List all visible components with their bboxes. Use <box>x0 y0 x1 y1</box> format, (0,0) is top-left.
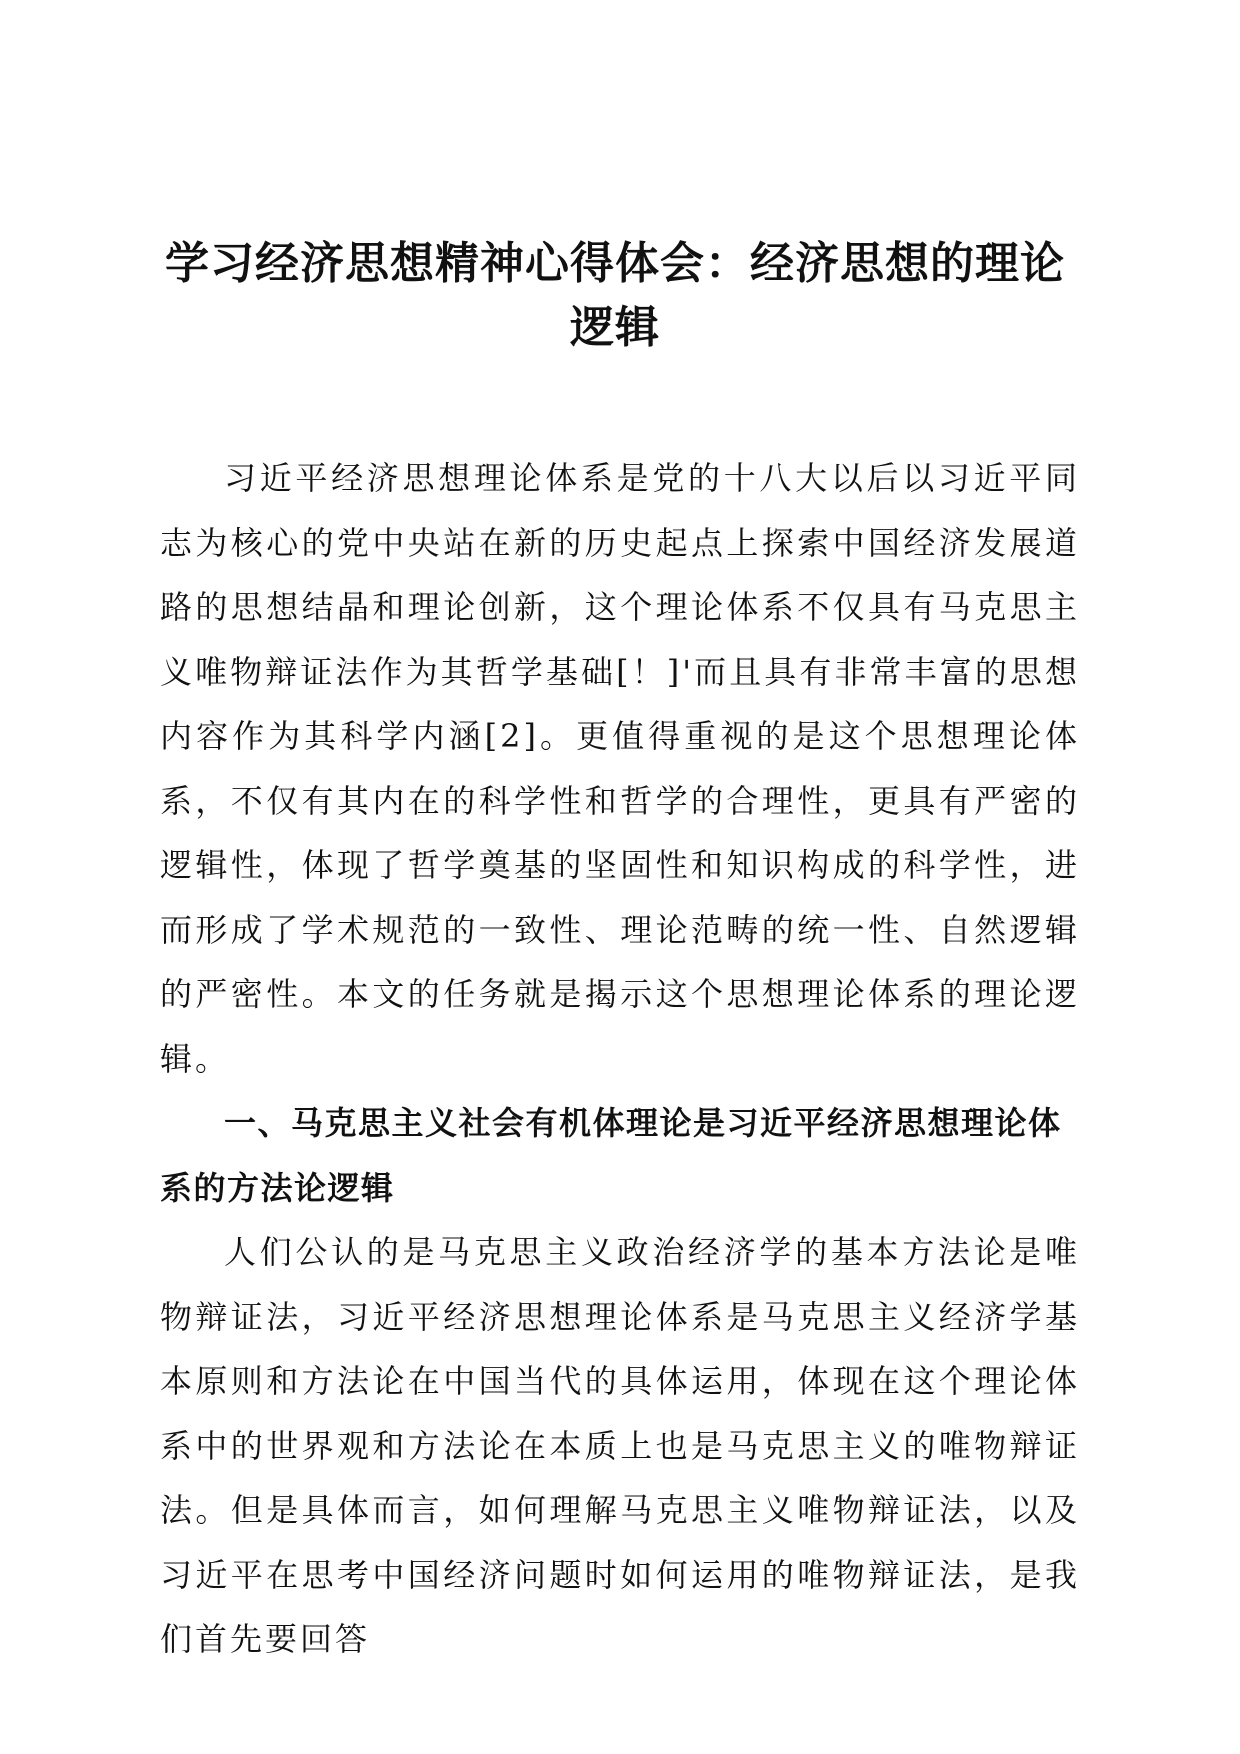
section-heading-1: 一、马克思主义社会有机体理论是习近平经济思想理论体系的方法论逻辑 <box>160 1104 1062 1207</box>
document-body <box>160 446 1080 1672</box>
intro-paragraph: 习近平经济思想理论体系是党的十八大以后以习近平同志为核心的党中央站在新的历史起点上探索中国经济发展道路的思想结晶和理论创新，这个理论体系不仅具有马克思主义唯物辩证法作为其哲学基础[！]'而且具有非常丰富的思想内容作为其科学内涵[2]。更值得重视的是这个思想理论体系，不仅有其内在的科学性和哲学的合理性，更具有严密的逻辑性，体现了哲学奠基的坚固性和知识构成的科学性，进而形成了学术规范的一致性、理论范畴的统一性、自然逻辑的严密性。本文的任务就是揭示这个思想理论体系的理论逻辑。 <box>160 459 1080 1078</box>
document-title: 学习经济思想精神心得体会：经济思想的理论逻辑 <box>165 238 1065 353</box>
section-1-paragraph: 人们公认的是马克思主义政治经济学的基本方法论是唯物辩证法，习近平经济思想理论体系是马克思主义经济学基本原则和方法论在中国当代的具体运用，体现在这个理论体系中的世界观和方法论在本质上也是马克思主义的唯物辩证法。但是具体而言，如何理解马克思主义唯物辩证法，以及习近平在思考中国经济问题时如何运用的唯物辩证法，是我们首先要回答 <box>160 1233 1080 1658</box>
